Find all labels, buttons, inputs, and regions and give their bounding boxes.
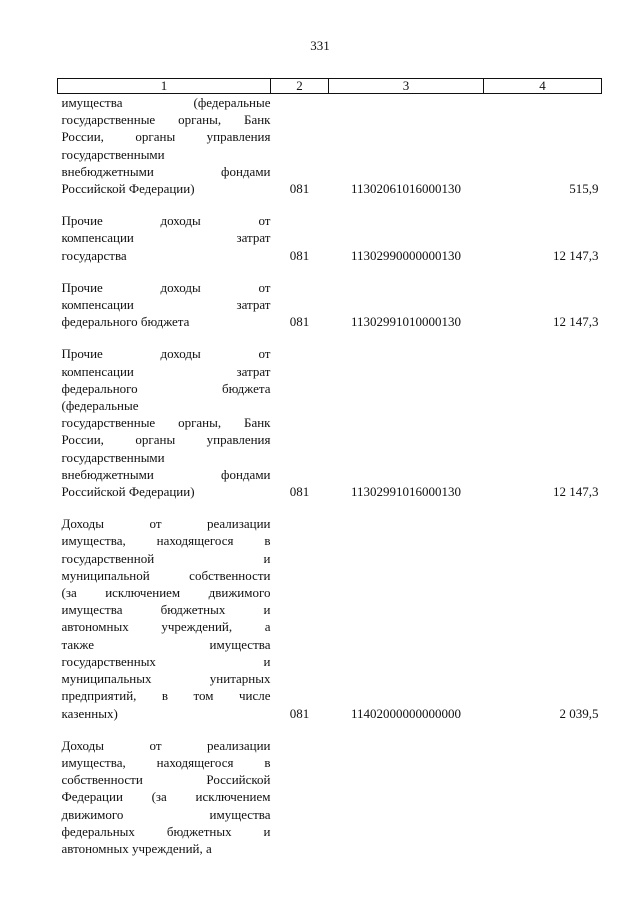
description-line: собственности Российской: [61, 772, 271, 788]
description-line: компенсации затрат: [61, 230, 271, 246]
description-line: федерального бюджета: [61, 314, 190, 330]
row-amount: 12 147,3: [553, 314, 599, 330]
description-line: внебюджетными фондами: [61, 466, 271, 482]
description-line: имущества бюджетных и: [61, 602, 271, 618]
description-line: государственными: [61, 449, 165, 465]
description-line: муниципальных унитарных: [61, 671, 271, 687]
table-row: [58, 212, 602, 279]
description-line: Прочие доходы от: [61, 279, 271, 295]
description-line: предприятий, в том числе: [61, 688, 271, 704]
description-line: государственные органы, Банк: [61, 415, 271, 431]
description-line: Доходы от реализации: [61, 516, 271, 532]
description-line: государственной и: [61, 550, 271, 566]
description-line: имущества, находящегося в: [61, 754, 271, 770]
description-line: имущества, находящегося в: [61, 533, 271, 549]
row-code: 081: [289, 705, 310, 721]
description-line: федеральных бюджетных и: [61, 823, 271, 839]
row-description: [58, 279, 271, 346]
description-line: государства: [61, 247, 127, 263]
header-col-2: 2: [271, 79, 329, 94]
row-description: [58, 737, 271, 857]
description-line: имущества (федеральные: [61, 95, 271, 110]
row-code: 081: [289, 484, 310, 500]
description-line: Доходы от реализации: [61, 737, 271, 753]
description-line: Российской Федерации): [61, 181, 195, 197]
header-col-1: 1: [58, 79, 271, 94]
description-line: Прочие доходы от: [61, 213, 271, 229]
row-amount: 12 147,3: [553, 484, 599, 500]
description-line: автономных учреждений, а: [61, 840, 212, 856]
revenue-table: [57, 78, 602, 857]
description-line: Российской Федерации): [61, 484, 195, 500]
table-row: [58, 279, 602, 346]
row-kbk: 11302061016000130: [350, 181, 462, 197]
row-description: [58, 345, 271, 515]
table-body: [58, 94, 602, 858]
header-col-4: 4: [484, 79, 602, 94]
table-row: [58, 94, 602, 213]
row-kbk: 11302991016000130: [350, 484, 462, 500]
row-amount: 2 039,5: [559, 705, 599, 721]
table-row: [58, 515, 602, 736]
description-line: федерального бюджета: [61, 380, 271, 396]
description-line: муниципальной собственности: [61, 567, 271, 583]
description-line: внебюджетными фондами: [61, 163, 271, 179]
description-line: (федеральные: [61, 398, 139, 414]
row-kbk: 11302991010000130: [350, 314, 462, 330]
row-description: [58, 94, 271, 213]
row-amount: 12 147,3: [553, 247, 599, 263]
table-row: [58, 737, 602, 857]
description-line: компенсации затрат: [61, 363, 271, 379]
description-line: государственными: [61, 146, 165, 162]
table-row: [58, 345, 602, 515]
page-number: 331: [310, 38, 330, 53]
row-kbk: 11402000000000000: [350, 705, 462, 721]
description-line: движимого имущества: [61, 806, 271, 822]
row-kbk: 11302990000000130: [350, 247, 462, 263]
row-code: [271, 737, 329, 857]
description-line: России, органы управления: [61, 129, 271, 145]
row-code: 081: [289, 314, 310, 330]
description-line: Прочие доходы от: [61, 346, 271, 362]
description-line: государственные органы, Банк: [61, 112, 271, 128]
row-code: 081: [289, 181, 310, 197]
table-header-row: [58, 79, 602, 94]
row-description: [58, 212, 271, 279]
description-line: компенсации затрат: [61, 297, 271, 313]
description-line: автономных учреждений, а: [61, 619, 271, 635]
row-description: [58, 515, 271, 736]
description-line: казенных): [61, 705, 118, 721]
row-code: 081: [289, 247, 310, 263]
description-line: также имущества: [61, 636, 271, 652]
header-col-3: 3: [329, 79, 484, 94]
row-amount: [484, 737, 602, 857]
row-kbk: [329, 737, 484, 857]
row-amount: 515,9: [569, 181, 599, 197]
description-line: государственных и: [61, 653, 271, 669]
description-line: Федерации (за исключением: [61, 789, 271, 805]
description-line: (за исключением движимого: [61, 585, 271, 601]
description-line: России, органы управления: [61, 432, 271, 448]
